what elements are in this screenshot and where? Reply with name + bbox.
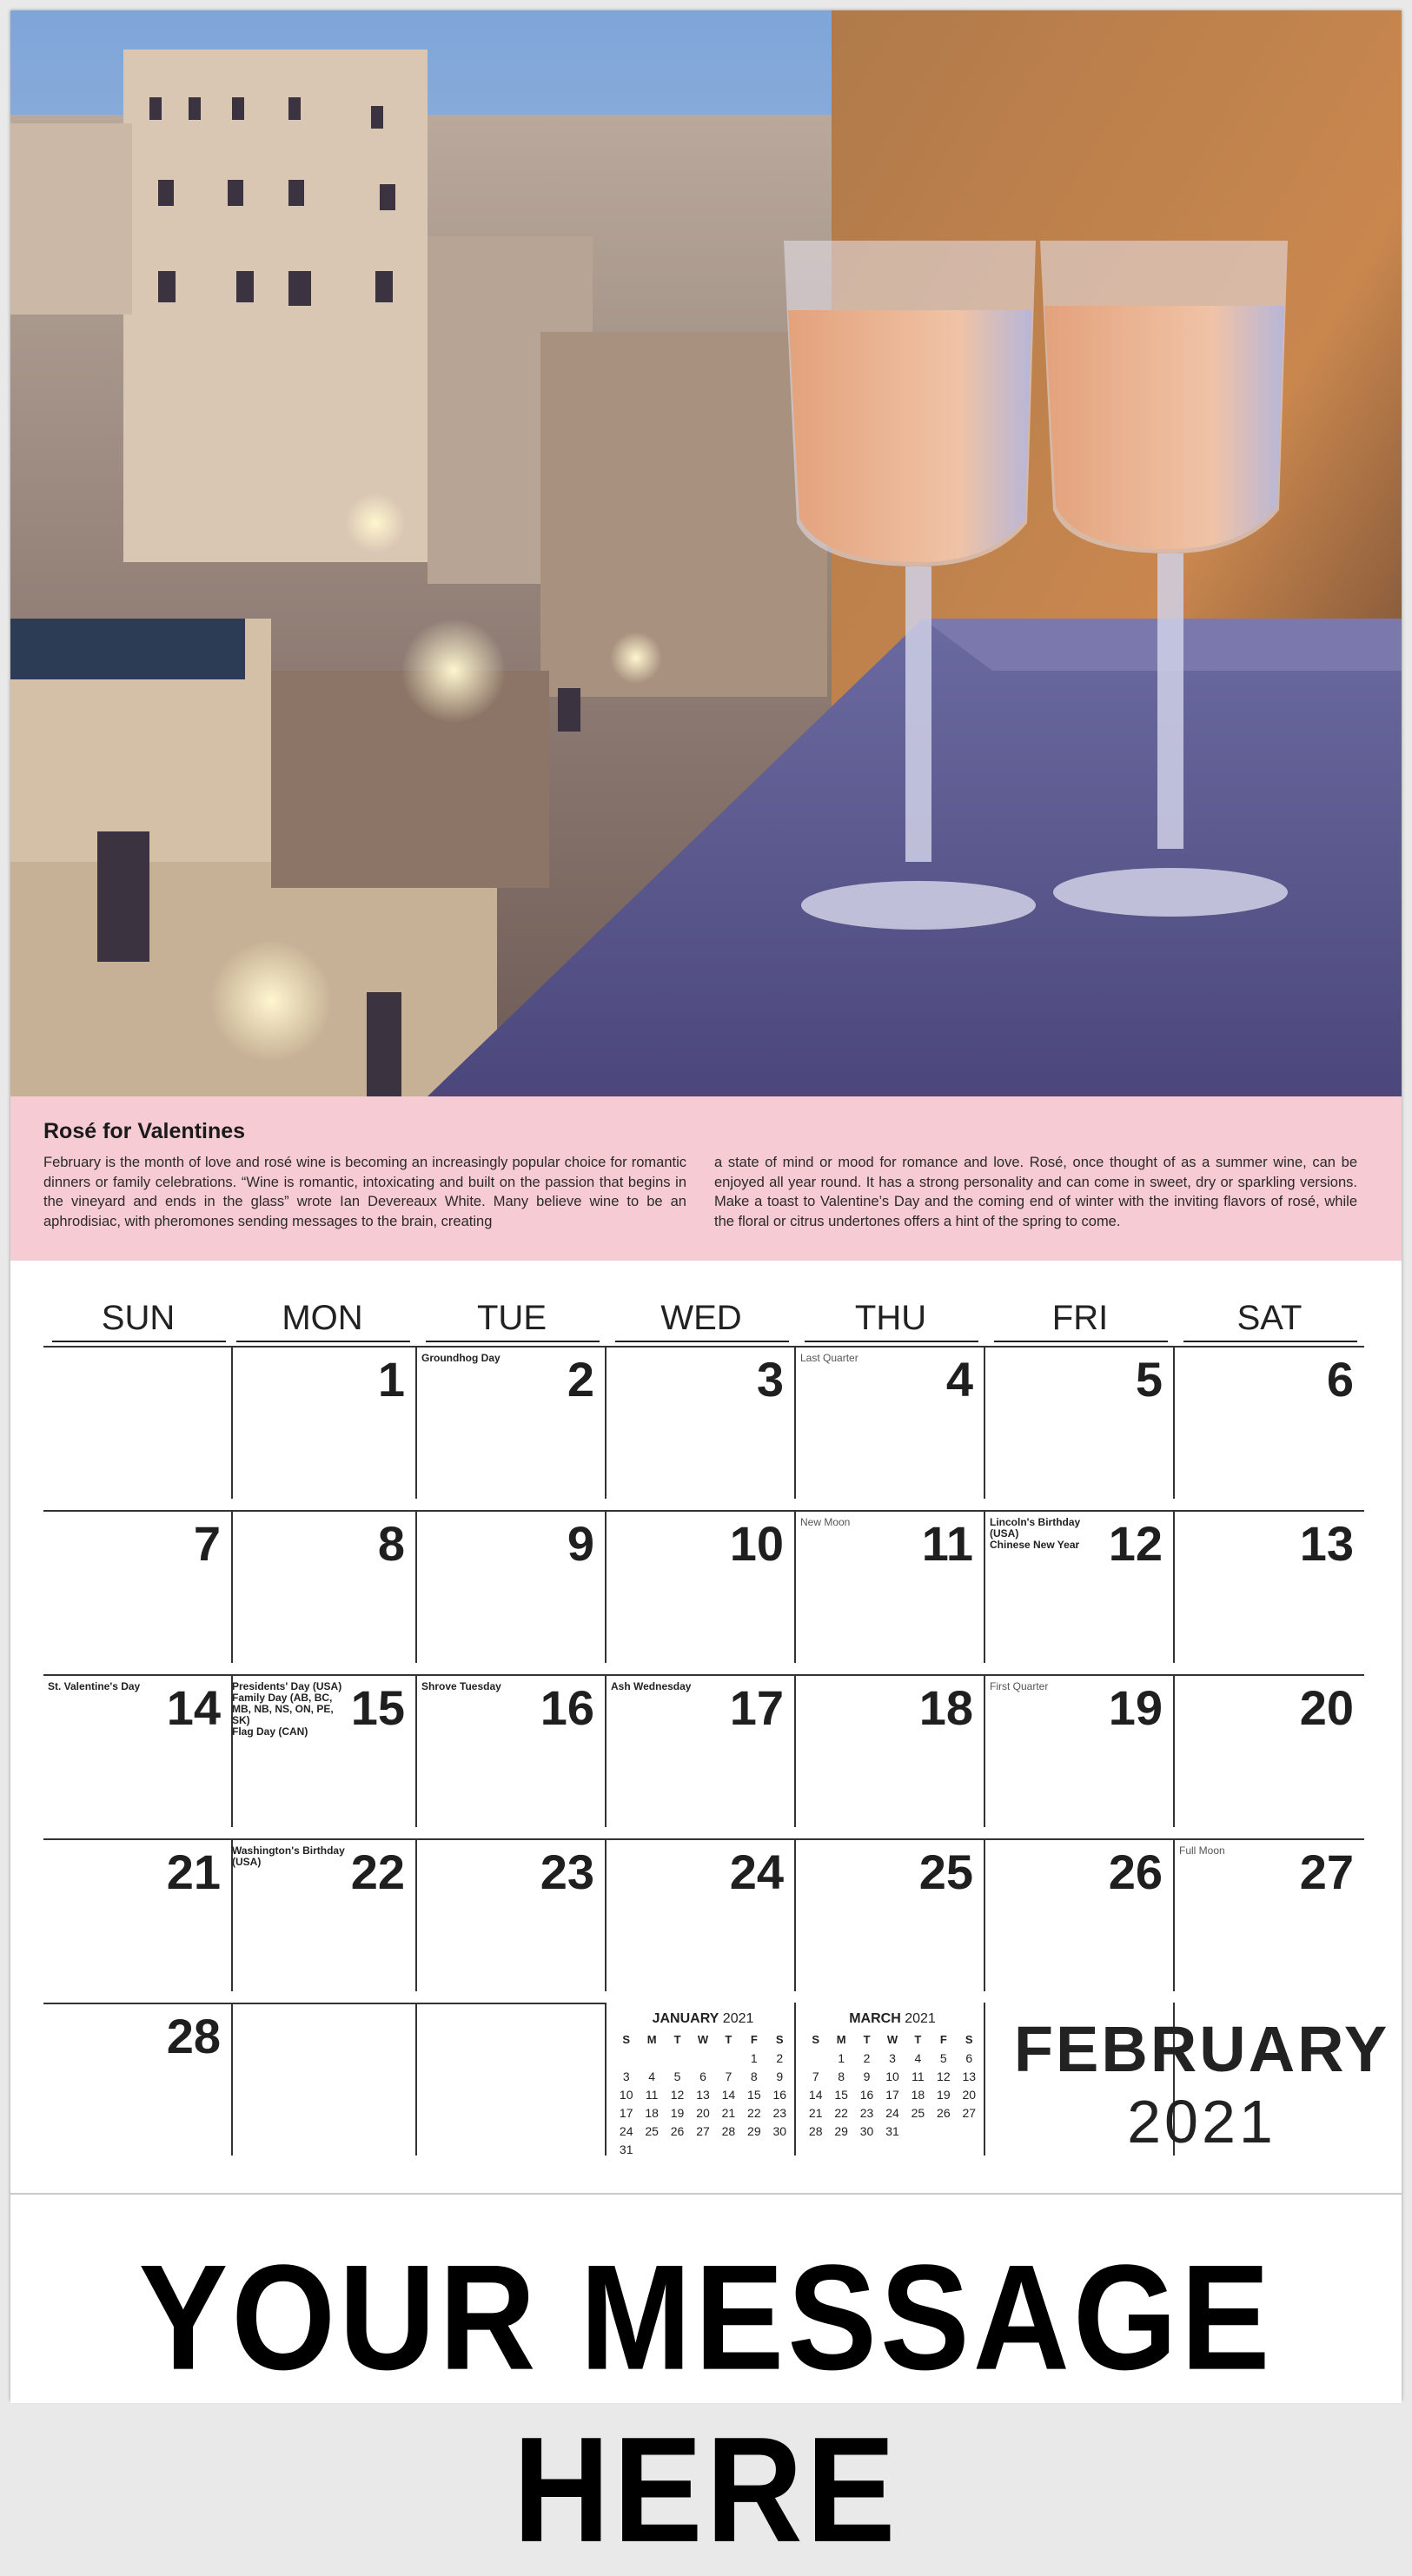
mini-day (639, 2049, 664, 2067)
mini-day: 13 (962, 2069, 977, 2083)
mini-day: 20 (962, 2087, 977, 2102)
mini-day: 8 (838, 2069, 845, 2083)
day-number: 14 (166, 1680, 221, 1735)
day-cell (228, 1346, 417, 1499)
day-cell (1175, 1838, 1364, 1991)
day-note: Ash Wednesday (611, 1680, 692, 1692)
mini-day: 10 (885, 2069, 899, 2083)
day-cell (228, 1510, 417, 1663)
day-cell (796, 1346, 985, 1499)
mini-day: 31 (885, 2123, 899, 2138)
day-cell (417, 1838, 607, 1991)
mini-day: 4 (648, 2069, 656, 2083)
mini-weekday: T (914, 2033, 922, 2046)
day-number: 19 (1108, 1680, 1163, 1735)
day-cell (796, 1838, 985, 1991)
header-rule (615, 1341, 789, 1342)
mini-day (767, 2140, 792, 2158)
day-note: Full Moon (1179, 1844, 1225, 1857)
day-number: 23 (540, 1844, 594, 1899)
day-note: St. Valentine's Day (48, 1680, 141, 1692)
mini-day: 28 (808, 2123, 823, 2138)
day-cell (43, 1674, 233, 1827)
day-cell (985, 1838, 1175, 1991)
mini-day: 14 (721, 2087, 736, 2102)
day-cell (43, 1346, 233, 1499)
day-number: 16 (540, 1680, 594, 1735)
day-cell (228, 1838, 417, 1991)
weekday-header: FRI (1051, 1299, 1109, 1337)
mini-day: 31 (619, 2142, 633, 2156)
day-note: Shrove Tuesday (421, 1680, 501, 1692)
mini-weekday: S (622, 2033, 631, 2046)
mini-day: 18 (911, 2087, 925, 2102)
mini-day: 11 (645, 2087, 659, 2102)
month-grid (10, 1261, 1402, 2156)
weekday-header: TUE (477, 1299, 547, 1337)
mini-day: 17 (885, 2087, 899, 2102)
caption-text-col1: February is the month of love and rosé wine is becoming an increasingly popular choice for romantic dinners or family celebrations. “Wine is romantic, intoxicating and built on the passion that begins in the vineyard and ends in the glass” wrote Ian Devereaux White. Many believe wine to be an aphrodisiac, with pheromones sending messages to the brain, creating (43, 1155, 686, 1229)
mini-day: 3 (622, 2069, 630, 2083)
mini-day: 15 (747, 2087, 761, 2102)
mini-calendar-table (613, 2030, 792, 2158)
mini-day: 6 (699, 2069, 706, 2083)
header-rule (1183, 1341, 1357, 1342)
mini-day (613, 2049, 639, 2067)
mini-day: 1 (838, 2050, 845, 2065)
mini-day: 30 (772, 2123, 787, 2138)
mini-month-year: 2021 (722, 2011, 754, 2026)
mini-day: 27 (696, 2123, 710, 2138)
mini-day: 8 (750, 2069, 758, 2083)
mini-weekday: F (750, 2033, 758, 2046)
day-cell (985, 1674, 1175, 1827)
mini-day (665, 2140, 690, 2158)
mini-weekday: T (725, 2033, 733, 2046)
day-cell (1175, 1674, 1364, 1827)
day-cell (607, 1674, 796, 1827)
mini-day (803, 2049, 828, 2067)
mini-day: 16 (859, 2087, 874, 2102)
day-cell (228, 1674, 417, 1827)
mini-calendar-table (803, 2030, 982, 2140)
mini-day: 16 (772, 2087, 787, 2102)
day-number: 21 (166, 1844, 221, 1899)
mini-day: 19 (670, 2105, 685, 2120)
mini-day: 10 (619, 2087, 633, 2102)
day-cell (1175, 1510, 1364, 1663)
day-number: 26 (1108, 1844, 1163, 1899)
mini-day: 2 (776, 2050, 784, 2065)
mini-day (905, 2122, 931, 2140)
mini-day: 29 (747, 2123, 761, 2138)
day-note: Washington's Birthday (USA) (232, 1844, 345, 1868)
calendar-page (10, 10, 1402, 2573)
header-rule (236, 1341, 410, 1342)
day-cell (228, 2003, 417, 2155)
mini-day: 28 (721, 2123, 736, 2138)
mini-day (741, 2140, 766, 2158)
day-note: Lincoln's Birthday (USA) Chinese New Year (990, 1516, 1081, 1551)
mini-day: 24 (619, 2123, 633, 2138)
mini-day: 6 (965, 2050, 973, 2065)
mini-day: 12 (937, 2069, 951, 2083)
day-cell (417, 1674, 607, 1827)
mini-day: 17 (619, 2105, 633, 2120)
month-title (1003, 2012, 1401, 2156)
mini-day: 26 (937, 2105, 951, 2120)
mini-day: 13 (696, 2087, 710, 2102)
mini-day: 21 (721, 2105, 736, 2120)
day-cell (417, 1346, 607, 1499)
mini-day: 25 (911, 2105, 925, 2120)
mini-weekday: F (939, 2033, 947, 2046)
day-cell (985, 1346, 1175, 1499)
mini-day: 14 (808, 2087, 823, 2102)
caption-text-col2: a state of mind or mood for romance and love. Rosé, once thought of as a summer wine, can be enjoyed all year round. It has a strong personality and can come in sweet, dry or sparkling versions. Make a toast to Valentine’s Day and the coming end of winter with the inviting flavors of rosé, while the floral or citrus undertones offers a hint of the spring to come. (714, 1155, 1357, 1229)
mini-day: 11 (912, 2069, 925, 2083)
day-cell (607, 1346, 796, 1499)
weekday-header: THU (854, 1299, 927, 1337)
mini-calendar-title (613, 2011, 792, 2027)
mini-day: 22 (747, 2105, 761, 2120)
mini-month-name: MARCH (849, 2011, 901, 2026)
mini-weekday: W (886, 2033, 898, 2046)
day-cell (1175, 1346, 1364, 1499)
wine-photo (10, 10, 1402, 1096)
mini-weekday: M (646, 2033, 657, 2046)
mini-weekday: W (697, 2033, 709, 2046)
message-text: YOUR MESSAGE HERE (138, 2234, 1274, 2573)
day-cell (43, 1838, 233, 1991)
day-number: 6 (1326, 1352, 1354, 1407)
day-cell (985, 1510, 1175, 1663)
mini-day: 18 (645, 2105, 659, 2120)
mini-weekday: S (965, 2033, 973, 2046)
mini-day: 23 (772, 2105, 787, 2120)
mini-day (957, 2122, 982, 2140)
day-cell (43, 1510, 233, 1663)
caption-title: Rosé for Valentines (43, 1119, 246, 1143)
mini-day: 9 (863, 2069, 871, 2083)
day-number: 1 (377, 1352, 405, 1407)
day-cell (607, 1838, 796, 1991)
mini-day (716, 2049, 741, 2067)
day-note: New Moon (800, 1516, 851, 1528)
day-note: Presidents' Day (USA) Family Day (AB, BC, MB, NB, NS, ON, PE, SK) Flag Day (CAN) (232, 1680, 342, 1738)
weekday-header: SUN (101, 1299, 176, 1337)
mini-weekday: S (775, 2033, 784, 2046)
mini-day: 24 (885, 2105, 899, 2120)
day-number: 5 (1135, 1352, 1163, 1407)
mini-weekday: T (863, 2033, 871, 2046)
day-cell (417, 1510, 607, 1663)
day-number: 10 (729, 1516, 784, 1571)
mini-day: 7 (812, 2069, 819, 2083)
month-name: FEBRUARY (1013, 2013, 1390, 2085)
mini-weekday: T (673, 2033, 681, 2046)
wine-glasses-matera-photo (10, 10, 1402, 1096)
day-note: Groundhog Day (421, 1352, 500, 1364)
day-number: 25 (918, 1844, 973, 1899)
mini-calendar-title (803, 2011, 982, 2027)
day-number: 8 (377, 1516, 405, 1571)
header-rule (994, 1341, 1168, 1342)
mini-month-year: 2021 (905, 2011, 936, 2026)
day-number: 20 (1299, 1680, 1354, 1735)
month-year: 2021 (1127, 2088, 1276, 2155)
mini-day: 20 (696, 2105, 710, 2120)
day-cell (43, 2003, 233, 2155)
message-banner (10, 2193, 1402, 2573)
mini-day: 15 (834, 2087, 848, 2102)
day-note: Last Quarter (800, 1352, 858, 1364)
mini-day: 26 (670, 2123, 685, 2138)
day-cell (796, 1510, 985, 1663)
day-cell (796, 1674, 985, 1827)
mini-day: 2 (863, 2050, 871, 2065)
header-rule (52, 1341, 226, 1342)
day-number: 24 (729, 1844, 784, 1899)
day-number: 12 (1108, 1516, 1163, 1571)
mini-day: 5 (939, 2050, 947, 2065)
mini-day: 27 (962, 2105, 977, 2120)
day-number: 15 (350, 1680, 405, 1735)
day-number: 13 (1299, 1516, 1354, 1571)
mini-day: 5 (673, 2069, 681, 2083)
mini-day: 22 (834, 2105, 848, 2120)
mini-day (639, 2140, 664, 2158)
mini-day: 23 (859, 2105, 874, 2120)
mini-day (690, 2140, 715, 2158)
mini-weekday: S (812, 2033, 820, 2046)
mini-day (716, 2140, 741, 2158)
day-number: 7 (193, 1516, 221, 1571)
mini-day: 12 (670, 2087, 685, 2102)
mini-day: 29 (834, 2123, 848, 2138)
day-number: 17 (729, 1680, 784, 1735)
mini-calendar-march (803, 2011, 982, 2140)
mini-day: 21 (808, 2105, 823, 2120)
mini-day: 7 (725, 2069, 733, 2083)
mini-day (665, 2049, 690, 2067)
day-number: 2 (567, 1352, 594, 1407)
day-number: 9 (567, 1516, 594, 1571)
day-number: 27 (1299, 1844, 1354, 1899)
day-number: 3 (756, 1352, 784, 1407)
mini-day: 30 (859, 2123, 874, 2138)
header-rule (426, 1341, 600, 1342)
mini-day: 25 (645, 2123, 659, 2138)
mini-calendar-january (613, 2011, 792, 2158)
day-number: 22 (350, 1844, 405, 1899)
mini-month-name: JANUARY (652, 2011, 719, 2026)
caption-panel (10, 1096, 1402, 1261)
day-cell (417, 2003, 607, 2155)
day-number: 11 (921, 1516, 973, 1571)
mini-day: 4 (914, 2050, 922, 2065)
mini-weekday: M (836, 2033, 846, 2046)
weekday-header: WED (660, 1299, 742, 1337)
mini-day (931, 2122, 956, 2140)
mini-day (690, 2049, 715, 2067)
weekday-header: MON (282, 1299, 363, 1337)
mini-day: 3 (889, 2050, 896, 2065)
day-number: 28 (166, 2009, 221, 2063)
header-rule (805, 1341, 978, 1342)
weekday-header: SAT (1236, 1299, 1303, 1337)
mini-day: 19 (937, 2087, 951, 2102)
day-number: 4 (945, 1352, 973, 1407)
day-note: First Quarter (990, 1680, 1049, 1692)
day-number: 18 (918, 1680, 973, 1735)
mini-day: 9 (776, 2069, 784, 2083)
mini-day: 1 (750, 2050, 758, 2065)
day-cell (607, 1510, 796, 1663)
